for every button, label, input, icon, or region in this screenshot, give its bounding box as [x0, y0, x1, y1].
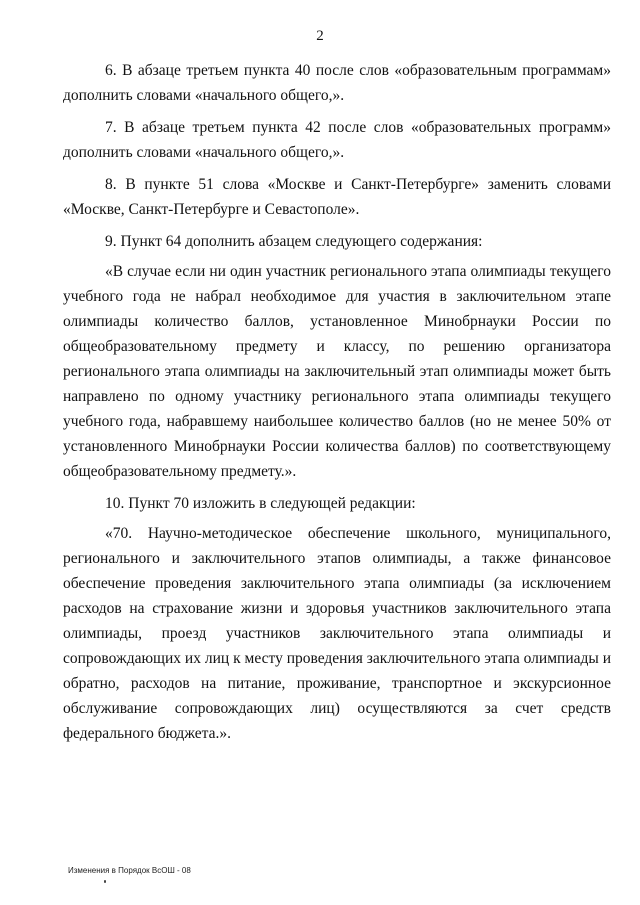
paragraph-item-10-quote: «70. Научно-методическое обеспечение школьного, муниципального, регионального и заключительного этапов олимпиады, а также финансовое обеспечение проведения заключительного этапа олимпиады (за исключением расходов на страхование жизни и здоровья участников заключительного этапа олимпиады, проезд участников заключительного этапа олимпиады и сопровождающих их лиц к месту проведения заключительного этапа олимпиады и обратно, расходов на питание, проживание, транспортное и экскурсионное обслуживание сопровождающих лиц) осуществляются за счет средств федерального бюджета.». — [63, 525, 611, 742]
paragraph-item-6: 6. В абзаце третьем пункта 40 после слов «образовательным программам» дополнить словами «начального общего,». — [63, 62, 611, 104]
paragraph-item-9-quote: «В случае если ни один участник регионального этапа олимпиады текущего учебного года не набрал необходимое для участия в заключительном этапе олимпиады количество баллов, установленное Минобрнауки России по общеобразовательному предмету и классу, по решению организатора регионального этапа олимпиады на заключительный этап олимпиады может быть направлено по одному участнику регионального этапа олимпиады текущего учебного года, набравшему наибольшее количество баллов (но не менее 50% от установленного Минобрнауки России количества баллов) по соответствующему общеобразовательному предмету.». — [63, 263, 611, 480]
page-number: 2 — [316, 28, 324, 44]
document-footer: Изменения в Порядок ВсОШ - 08 — [68, 866, 191, 875]
paragraph-item-9: 9. Пункт 64 дополнить абзацем следующего содержания: — [105, 233, 483, 250]
document-body — [63, 58, 611, 753]
paragraph-item-8: 8. В пункте 51 слова «Москве и Санкт-Петербурге» заменить словами «Москве, Санкт-Петербурге и Севастополе». — [63, 176, 611, 218]
paragraph-item-7: 7. В абзаце третьем пункта 42 после слов «образовательных программ» дополнить словами «начального общего,». — [63, 119, 611, 161]
paragraph-item-10: 10. Пункт 70 изложить в следующей редакции: — [105, 495, 416, 512]
scan-speck — [104, 880, 106, 883]
